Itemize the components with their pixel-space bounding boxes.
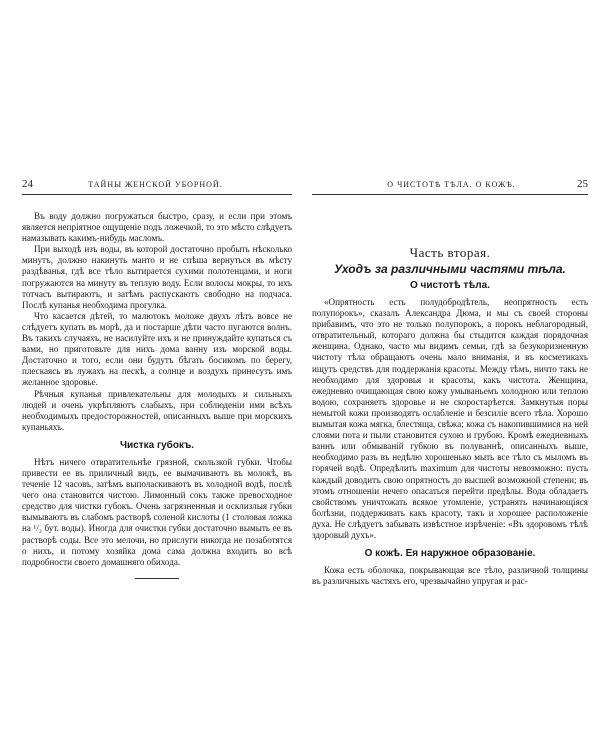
right-page-header (312, 178, 588, 195)
left-paragraph: Рѣчныя купанья привлекательны для молодыхъ и сильныхъ людей и очень укрѣпляютъ слабыхъ, при соблюденіи ими всѣхъ необходимыхъ предосторожностей, описанныхъ выше при морскихъ купаньяхъ. (22, 388, 292, 432)
part-title: Часть вторая. (409, 245, 491, 260)
left-paragraph: Въ воду должно погружаться быстро, сразу, и если при этомъ является непріятное ощущеніе подъ ложечкой, то это мѣсто слѣдуетъ намазывать какимъ-нибудь масломъ. (22, 211, 292, 244)
section-title-cleanliness: О чистотѣ тѣла. (409, 280, 490, 291)
left-section-title: Чистка губокъ. (119, 439, 195, 451)
end-rule (135, 578, 179, 579)
right-page-number: 25 (577, 178, 588, 190)
right-paragraph: Кожа есть оболочка, покрывающая все тѣло, различной толщины въ различныхъ частяхъ его, чрезвычайно упругая и рас- (312, 565, 588, 587)
left-paragraph: Что касается дѣтей, то малютокъ моложе двухъ лѣтъ вовсе не слѣдуетъ купать въ морѣ, да и постарше дѣти часто пугаются волнъ. Въ такихъ случаяхъ, не насилуйте ихъ и не принуждайте купаться съ вами, но приготовьте для нихъ дома ванну изъ морской воды. Достаточно и того, если они будутъ бѣгать босикомъ по берегу, плескаясь въ лужахъ на пескѣ, а солнце и воздухъ принесутъ имъ желанное здоровье. (22, 310, 292, 388)
left-page-number: 24 (22, 178, 33, 190)
left-paragraph: При выходѣ изъ воды, въ которой достаточно пробыть нѣсколько минутъ, должно накинуть манто и не спѣша вернуться въ мѣсту раздѣванья, гдѣ все тѣло вытирается сухими полотенцами, и ноги погружаются на минуту въ теплую воду. Если волосы мокры, то ихъ тотчасъ вытираютъ, и затѣмъ распускаютъ свободно на подчаса. Послѣ купанья необходима прогулка. (22, 244, 292, 310)
right-running-title: О ЧИСТОТѢ ТѢЛА. О КОЖѢ. (387, 180, 516, 189)
right-page (300, 0, 600, 750)
right-paragraph: «Опрятность есть полудобродѣтель, неопрятность есть полупорокъ», сказалъ Александра Дюма, и мы съ своей стороны прибавимъ, что это не только полупорокъ, а порокъ неблагородный, отвратительный, котораго должна бы стыдится каждая порядочная женщина. Однако, часто мы видимъ семьи, гдѣ за безукоризненную чистоту тѣла обращаютъ очень мало вниманія, и въ косметикахъ ищутъ средствъ для поддержанія красоты. Между тѣмъ, ничто такъ не необходимо для здоровья и красоты, какъ чистота. Женщина, ежедневно очищающая свою кожу умываньемъ холодною или теплою водою, сохраняетъ здоровье и не скоростарѣется. Замкнутыя поры немытой кожи производятъ ослабленіе и безсиліе всего тѣла. Хорошо вымытая кожа мягка, блестяща, свѣжа; кожа съ накопившимися на ней слоями пота и пыли становится сухою и грубою. Кромѣ ежедневныхъ ваннъ или обмываній губкою въ полуваннѣ, описанныхъ выше, необходимо разъ въ недѣлю хорошенько мыть все тѣло съ мыломъ въ горячей водѣ. Опредѣлить maximum для чистоты невозможно: пусть каждый доводитъ свою опрятность до высшей возможной степени; въ этомъ отношеніи нечего опасаться перейти предѣлы. Вода обладаетъ свойствомъ уничтожать всякое утомленіе, устранять начинающіяся болѣзни, поддерживать какъ красоту, такъ и хорошее расположеніе духа. Не слѣдуетъ забывать извѣстное изрѣченіе: «Въ здоровомъ тѣлѣ здоровый духъ». (312, 297, 588, 540)
left-section-paragraph: Нѣтъ ничего отвратительнѣе грязной, скользкой губки. Чтобы привести ее въ приличный видъ, ее вымачиваютъ въ молокѣ, въ теченіе 12 часовъ, затѣмъ выполаскиваютъ въ холодной водѣ, послѣ чего она становится чистою. Лимонный сокъ также превосходное средство для чистки губокъ. Очень загрязненныя и осклизлыя губки вымываютъ въ слабомъ растворѣ соленой кислоты (1 столовая ложка на ¹/₂ бут. воды). Иногда для очистки губки достаточно вымыть ее въ растворѣ соды. Все это мелочи, но прислуги никогда не позаботятся о нихъ, и потому хозяйка дома сама должна входить во всѣ подробности своего домашняго обихода. (22, 456, 292, 567)
section-title-skin: О кожѣ. Ея наружное образованіе. (364, 548, 536, 560)
chapter-title: Уходъ за различными частями тѣла. (334, 262, 566, 276)
left-running-title: ТАЙНЫ ЖЕНСКОЙ УБОРНОЙ. (88, 180, 223, 189)
left-page-header (22, 178, 292, 195)
